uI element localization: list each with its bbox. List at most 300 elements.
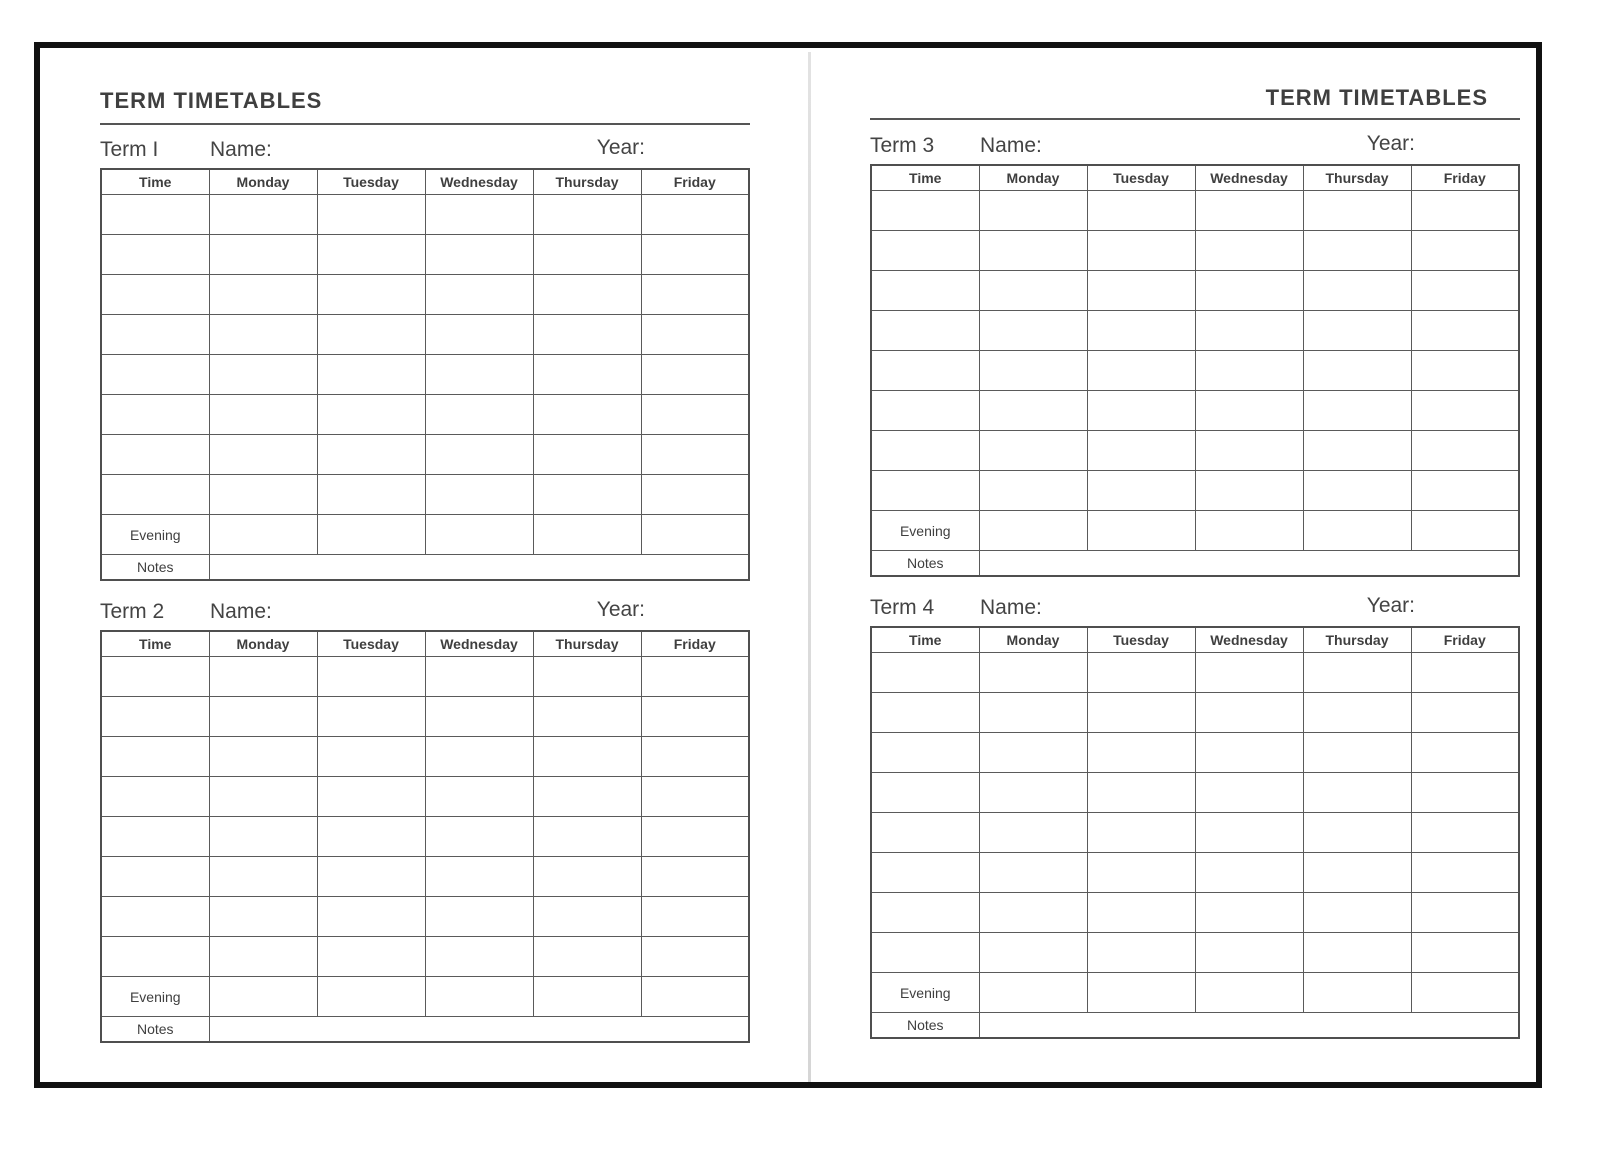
timetable-cell[interactable] — [533, 315, 641, 355]
timetable-cell[interactable] — [1411, 231, 1519, 271]
table-row — [101, 235, 749, 275]
timetable-cell[interactable] — [871, 773, 979, 813]
timetable-cell[interactable] — [1411, 693, 1519, 733]
timetable-cell[interactable] — [533, 515, 641, 555]
timetable-cell[interactable] — [1303, 311, 1411, 351]
table-row — [101, 355, 749, 395]
timetable-cell[interactable] — [1087, 311, 1195, 351]
timetable-cell[interactable] — [1411, 653, 1519, 693]
timetable-cell[interactable] — [425, 897, 533, 937]
timetable-cell[interactable] — [533, 857, 641, 897]
timetable-cell[interactable] — [533, 355, 641, 395]
timetable-cell[interactable] — [641, 737, 749, 777]
name-field-label[interactable]: Name: — [210, 138, 272, 161]
timetable-cell[interactable] — [1087, 893, 1195, 933]
timetable-cell[interactable] — [641, 777, 749, 817]
timetable-cell[interactable] — [317, 315, 425, 355]
timetable-cell[interactable] — [1303, 431, 1411, 471]
timetable-cell[interactable] — [317, 937, 425, 977]
timetable-cell[interactable] — [209, 937, 317, 977]
timetable-cell[interactable] — [533, 897, 641, 937]
timetable-cell[interactable] — [317, 395, 425, 435]
timetable-cell[interactable] — [317, 697, 425, 737]
table-row — [101, 657, 749, 697]
timetable-cell[interactable] — [209, 657, 317, 697]
timetable-cell[interactable] — [641, 515, 749, 555]
column-header-thursday: Thursday — [1303, 165, 1411, 191]
timetable-cell[interactable] — [317, 275, 425, 315]
timetable-cell[interactable] — [1411, 733, 1519, 773]
timetable-cell[interactable] — [533, 777, 641, 817]
timetable-cell[interactable] — [209, 977, 317, 1017]
column-header-time: Time — [101, 631, 209, 657]
timetable-cell[interactable] — [1087, 351, 1195, 391]
timetable-cell[interactable] — [101, 195, 209, 235]
timetable-cell[interactable] — [1303, 733, 1411, 773]
timetable-cell[interactable] — [641, 195, 749, 235]
table-row — [101, 857, 749, 897]
timetable-cell[interactable] — [425, 857, 533, 897]
timetable-cell[interactable] — [209, 395, 317, 435]
timetable-cell[interactable] — [1303, 773, 1411, 813]
table-row — [871, 733, 1519, 773]
column-header-tuesday: Tuesday — [317, 169, 425, 195]
timetable-cell[interactable] — [101, 657, 209, 697]
table-row — [871, 351, 1519, 391]
timetable-cell[interactable] — [533, 937, 641, 977]
term-1-section — [100, 130, 750, 581]
notes-row — [871, 1013, 1519, 1039]
timetable-cell[interactable] — [317, 515, 425, 555]
timetable-cell[interactable] — [1303, 191, 1411, 231]
timetable-cell[interactable] — [101, 315, 209, 355]
timetable-cell[interactable] — [1087, 191, 1195, 231]
timetable-cell[interactable] — [101, 777, 209, 817]
timetable-cell[interactable] — [1195, 813, 1303, 853]
timetable-cell[interactable] — [209, 515, 317, 555]
evening-row — [101, 977, 749, 1017]
timetable-cell[interactable] — [317, 977, 425, 1017]
timetable-cell[interactable] — [533, 657, 641, 697]
timetable-cell[interactable] — [1195, 191, 1303, 231]
timetable-cell[interactable] — [1411, 391, 1519, 431]
timetable-cell[interactable] — [209, 817, 317, 857]
notes-row — [101, 555, 749, 581]
timetable-cell[interactable] — [1303, 653, 1411, 693]
timetable-cell[interactable] — [533, 697, 641, 737]
table-row — [101, 315, 749, 355]
notes-cell[interactable] — [209, 555, 749, 581]
timetable-cell[interactable] — [1303, 511, 1411, 551]
timetable-cell[interactable] — [1195, 853, 1303, 893]
table-row — [101, 937, 749, 977]
timetable-cell[interactable] — [1411, 853, 1519, 893]
timetable-cell[interactable] — [209, 737, 317, 777]
timetable-cell[interactable] — [101, 275, 209, 315]
title-rule-left — [100, 123, 750, 125]
timetable-cell[interactable] — [425, 475, 533, 515]
timetable-cell[interactable] — [871, 271, 979, 311]
term-4-section — [870, 588, 1520, 1039]
timetable-cell[interactable] — [317, 475, 425, 515]
timetable-cell[interactable] — [979, 351, 1087, 391]
table-row — [871, 271, 1519, 311]
timetable-cell[interactable] — [871, 431, 979, 471]
timetable-cell[interactable] — [425, 435, 533, 475]
timetable-cell[interactable] — [871, 813, 979, 853]
timetable-cell[interactable] — [101, 817, 209, 857]
timetable-cell[interactable] — [317, 897, 425, 937]
timetable-cell[interactable] — [209, 435, 317, 475]
timetable-cell[interactable] — [1195, 933, 1303, 973]
timetable-cell[interactable] — [1195, 351, 1303, 391]
timetable-cell[interactable] — [533, 817, 641, 857]
table-row — [871, 471, 1519, 511]
table-row — [871, 653, 1519, 693]
column-header-friday: Friday — [641, 169, 749, 195]
timetable-cell[interactable] — [871, 653, 979, 693]
notes-label: Notes — [871, 1013, 979, 1039]
timetable-cell[interactable] — [101, 355, 209, 395]
table-row — [101, 817, 749, 857]
table-row — [101, 777, 749, 817]
timetable-cell[interactable] — [871, 351, 979, 391]
timetable-cell[interactable] — [1303, 973, 1411, 1013]
column-header-wednesday: Wednesday — [425, 169, 533, 195]
timetable-cell[interactable] — [1087, 431, 1195, 471]
timetable-cell[interactable] — [101, 897, 209, 937]
timetable-cell[interactable] — [1195, 973, 1303, 1013]
timetable-cell[interactable] — [871, 933, 979, 973]
timetable-cell[interactable] — [979, 653, 1087, 693]
timetable-cell[interactable] — [317, 435, 425, 475]
timetable-cell[interactable] — [979, 813, 1087, 853]
timetable-cell[interactable] — [533, 475, 641, 515]
term-header — [870, 588, 1520, 626]
timetable-cell[interactable] — [425, 737, 533, 777]
column-header-thursday: Thursday — [533, 169, 641, 195]
evening-label: Evening — [871, 973, 979, 1013]
timetable-cell[interactable] — [209, 857, 317, 897]
timetable-cell[interactable] — [1411, 351, 1519, 391]
timetable-cell[interactable] — [979, 853, 1087, 893]
timetable-cell[interactable] — [317, 857, 425, 897]
timetable-cell[interactable] — [425, 777, 533, 817]
timetable-cell[interactable] — [533, 235, 641, 275]
header-row — [101, 169, 749, 195]
timetable-cell[interactable] — [1411, 933, 1519, 973]
timetable-cell[interactable] — [1303, 231, 1411, 271]
timetable-cell[interactable] — [317, 737, 425, 777]
timetable-cell[interactable] — [1411, 191, 1519, 231]
timetable-cell[interactable] — [1087, 231, 1195, 271]
timetable-cell[interactable] — [425, 355, 533, 395]
page-title-left: TERM TIMETABLES — [100, 88, 323, 113]
timetable-cell[interactable] — [317, 657, 425, 697]
column-header-monday: Monday — [209, 631, 317, 657]
timetable-cell[interactable] — [425, 195, 533, 235]
year-field-label[interactable]: Year: — [596, 598, 645, 621]
timetable-cell[interactable] — [1195, 271, 1303, 311]
table-row — [871, 853, 1519, 893]
timetable-cell[interactable] — [1087, 271, 1195, 311]
timetable-cell[interactable] — [425, 817, 533, 857]
timetable-grid — [870, 164, 1520, 577]
timetable-cell[interactable] — [979, 773, 1087, 813]
timetable-cell[interactable] — [425, 235, 533, 275]
timetable-cell[interactable] — [641, 697, 749, 737]
timetable-cell[interactable] — [209, 195, 317, 235]
timetable-cell[interactable] — [641, 977, 749, 1017]
timetable-cell[interactable] — [641, 435, 749, 475]
timetable-cell[interactable] — [1303, 933, 1411, 973]
page-title-right: TERM TIMETABLES — [1265, 85, 1488, 110]
timetable-cell[interactable] — [101, 737, 209, 777]
column-header-wednesday: Wednesday — [425, 631, 533, 657]
timetable-cell[interactable] — [1411, 271, 1519, 311]
notes-cell[interactable] — [979, 1013, 1519, 1039]
timetable-cell[interactable] — [641, 315, 749, 355]
timetable-cell[interactable] — [1087, 471, 1195, 511]
timetable-cell[interactable] — [1087, 511, 1195, 551]
column-header-wednesday: Wednesday — [1195, 627, 1303, 653]
term-header — [100, 592, 750, 630]
timetable-cell[interactable] — [1087, 973, 1195, 1013]
timetable-cell[interactable] — [1195, 893, 1303, 933]
table-row — [871, 773, 1519, 813]
timetable-cell[interactable] — [317, 817, 425, 857]
timetable-cell[interactable] — [1303, 351, 1411, 391]
timetable-cell[interactable] — [1087, 391, 1195, 431]
timetable-cell[interactable] — [1411, 813, 1519, 853]
timetable-cell[interactable] — [979, 973, 1087, 1013]
timetable-cell[interactable] — [1195, 773, 1303, 813]
timetable-cell[interactable] — [979, 431, 1087, 471]
timetable-cell[interactable] — [1195, 471, 1303, 511]
year-field-label[interactable]: Year: — [1366, 132, 1415, 155]
column-header-time: Time — [871, 165, 979, 191]
term-label: Term I — [100, 138, 159, 161]
timetable-cell[interactable] — [979, 231, 1087, 271]
timetable-cell[interactable] — [1195, 431, 1303, 471]
timetable-cell[interactable] — [425, 395, 533, 435]
notes-label: Notes — [871, 551, 979, 577]
timetable-cell[interactable] — [1087, 773, 1195, 813]
timetable-cell[interactable] — [533, 195, 641, 235]
timetable-cell[interactable] — [871, 693, 979, 733]
timetable-cell[interactable] — [979, 733, 1087, 773]
column-header-thursday: Thursday — [533, 631, 641, 657]
timetable-cell[interactable] — [101, 395, 209, 435]
timetable-cell[interactable] — [641, 395, 749, 435]
timetable-cell[interactable] — [641, 657, 749, 697]
timetable-cell[interactable] — [1195, 511, 1303, 551]
timetable-cell[interactable] — [641, 897, 749, 937]
timetable-cell[interactable] — [533, 737, 641, 777]
timetable-cell[interactable] — [533, 435, 641, 475]
timetable-cell[interactable] — [1087, 693, 1195, 733]
timetable-cell[interactable] — [871, 231, 979, 271]
timetable-cell[interactable] — [317, 355, 425, 395]
timetable-cell[interactable] — [1411, 311, 1519, 351]
timetable-cell[interactable] — [641, 275, 749, 315]
timetable-cell[interactable] — [1303, 693, 1411, 733]
table-row — [101, 897, 749, 937]
column-header-thursday: Thursday — [1303, 627, 1411, 653]
timetable-cell[interactable] — [979, 311, 1087, 351]
column-header-tuesday: Tuesday — [1087, 627, 1195, 653]
timetable-cell[interactable] — [1195, 653, 1303, 693]
name-field-label[interactable]: Name: — [980, 134, 1042, 157]
timetable-cell[interactable] — [101, 697, 209, 737]
term-label: Term 4 — [870, 596, 935, 619]
notes-row — [871, 551, 1519, 577]
timetable-cell[interactable] — [1411, 431, 1519, 471]
timetable-cell[interactable] — [209, 275, 317, 315]
timetable-grid — [100, 630, 750, 1043]
table-row — [101, 395, 749, 435]
timetable-cell[interactable] — [209, 315, 317, 355]
notes-cell[interactable] — [209, 1017, 749, 1043]
timetable-cell[interactable] — [425, 657, 533, 697]
table-row — [101, 697, 749, 737]
timetable-cell[interactable] — [101, 937, 209, 977]
timetable-cell[interactable] — [871, 191, 979, 231]
column-header-monday: Monday — [979, 165, 1087, 191]
timetable-cell[interactable] — [1411, 973, 1519, 1013]
table-row — [871, 391, 1519, 431]
timetable-cell[interactable] — [1087, 813, 1195, 853]
notes-label: Notes — [101, 1017, 209, 1043]
column-header-time: Time — [101, 169, 209, 195]
timetable-cell[interactable] — [641, 937, 749, 977]
evening-row — [101, 515, 749, 555]
timetable-cell[interactable] — [641, 235, 749, 275]
timetable-cell[interactable] — [871, 853, 979, 893]
column-header-time: Time — [871, 627, 979, 653]
timetable-cell[interactable] — [425, 515, 533, 555]
timetable-cell[interactable] — [641, 857, 749, 897]
timetable-cell[interactable] — [871, 391, 979, 431]
timetable-cell[interactable] — [871, 733, 979, 773]
timetable-cell[interactable] — [209, 697, 317, 737]
header-row — [101, 631, 749, 657]
timetable-cell[interactable] — [317, 195, 425, 235]
timetable-cell[interactable] — [979, 933, 1087, 973]
evening-label: Evening — [101, 515, 209, 555]
timetable-cell[interactable] — [871, 311, 979, 351]
timetable-cell[interactable] — [641, 355, 749, 395]
timetable-cell[interactable] — [1303, 391, 1411, 431]
timetable-cell[interactable] — [101, 475, 209, 515]
term-label: Term 2 — [100, 600, 165, 623]
timetable-cell[interactable] — [1087, 733, 1195, 773]
timetable-cell[interactable] — [1195, 231, 1303, 271]
timetable-cell[interactable] — [1195, 733, 1303, 773]
year-field-label[interactable]: Year: — [1366, 594, 1415, 617]
timetable-cell[interactable] — [979, 893, 1087, 933]
timetable-cell[interactable] — [1195, 391, 1303, 431]
timetable-cell[interactable] — [979, 391, 1087, 431]
timetable-cell[interactable] — [979, 471, 1087, 511]
timetable-cell[interactable] — [1411, 471, 1519, 511]
year-field-label[interactable]: Year: — [596, 136, 645, 159]
timetable-cell[interactable] — [1195, 693, 1303, 733]
timetable-cell[interactable] — [209, 777, 317, 817]
timetable-cell[interactable] — [209, 235, 317, 275]
evening-row — [871, 511, 1519, 551]
notes-label: Notes — [101, 555, 209, 581]
timetable-cell[interactable] — [101, 235, 209, 275]
timetable-cell[interactable] — [101, 435, 209, 475]
timetable-cell[interactable] — [425, 977, 533, 1017]
header-row — [871, 165, 1519, 191]
table-row — [101, 195, 749, 235]
timetable-cell[interactable] — [1303, 853, 1411, 893]
timetable-cell[interactable] — [1411, 893, 1519, 933]
table-row — [871, 431, 1519, 471]
column-header-wednesday: Wednesday — [1195, 165, 1303, 191]
timetable-cell[interactable] — [209, 355, 317, 395]
column-header-tuesday: Tuesday — [317, 631, 425, 657]
timetable-cell[interactable] — [1303, 271, 1411, 311]
timetable-cell[interactable] — [317, 777, 425, 817]
timetable-cell[interactable] — [641, 817, 749, 857]
timetable-cell[interactable] — [979, 693, 1087, 733]
timetable-cell[interactable] — [317, 235, 425, 275]
timetable-cell[interactable] — [425, 697, 533, 737]
timetable-cell[interactable] — [533, 977, 641, 1017]
table-row — [101, 275, 749, 315]
timetable-cell[interactable] — [425, 275, 533, 315]
timetable-cell[interactable] — [979, 271, 1087, 311]
timetable-cell[interactable] — [871, 893, 979, 933]
table-row — [101, 435, 749, 475]
column-header-tuesday: Tuesday — [1087, 165, 1195, 191]
table-row — [871, 311, 1519, 351]
timetable-cell[interactable] — [979, 191, 1087, 231]
term-2-section — [100, 592, 750, 1043]
timetable-cell[interactable] — [533, 275, 641, 315]
timetable-cell[interactable] — [209, 475, 317, 515]
term-label: Term 3 — [870, 134, 935, 157]
timetable-grid — [100, 168, 750, 581]
timetable-cell[interactable] — [1303, 813, 1411, 853]
timetable-cell[interactable] — [425, 315, 533, 355]
timetable-cell[interactable] — [209, 897, 317, 937]
timetable-cell[interactable] — [871, 471, 979, 511]
timetable-cell[interactable] — [533, 395, 641, 435]
timetable-cell[interactable] — [101, 857, 209, 897]
timetable-cell[interactable] — [1303, 893, 1411, 933]
table-row — [101, 475, 749, 515]
timetable-cell[interactable] — [1195, 311, 1303, 351]
timetable-cell[interactable] — [425, 937, 533, 977]
timetable-cell[interactable] — [979, 511, 1087, 551]
timetable-cell[interactable] — [1411, 773, 1519, 813]
timetable-cell[interactable] — [1087, 853, 1195, 893]
name-field-label[interactable]: Name: — [980, 596, 1042, 619]
timetable-cell[interactable] — [1303, 471, 1411, 511]
timetable-cell[interactable] — [1087, 653, 1195, 693]
notes-cell[interactable] — [979, 551, 1519, 577]
timetable-cell[interactable] — [1411, 511, 1519, 551]
table-row — [871, 231, 1519, 271]
timetable-cell[interactable] — [641, 475, 749, 515]
name-field-label[interactable]: Name: — [210, 600, 272, 623]
timetable-grid — [870, 626, 1520, 1039]
timetable-cell[interactable] — [1087, 933, 1195, 973]
